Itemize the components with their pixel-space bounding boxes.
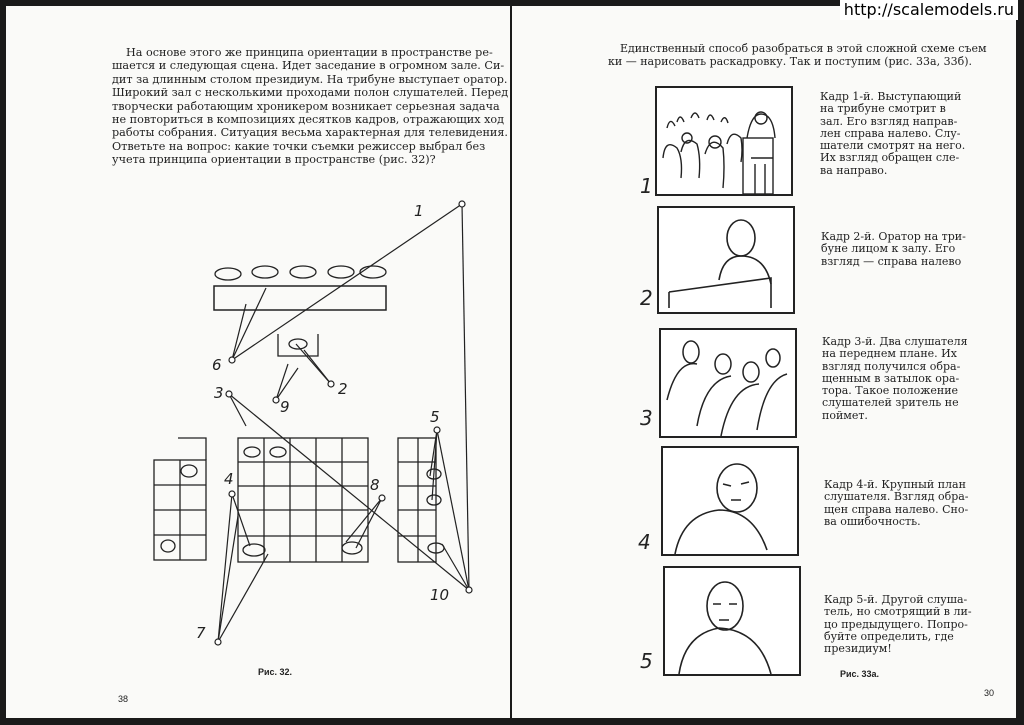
storyboard-frame-3 bbox=[659, 328, 797, 438]
text-line: цо предыдущего. Попро- bbox=[824, 617, 968, 631]
text-line: на переднем плане. Их bbox=[822, 347, 957, 361]
text-line: ва направо. bbox=[820, 163, 888, 177]
audience-block-right bbox=[398, 438, 436, 562]
right-page bbox=[512, 6, 1016, 718]
frame-number: 3 bbox=[640, 406, 653, 430]
text-line: Широкий зал с несколькими проходами полон слушателей. Перед bbox=[112, 86, 509, 100]
frame-number: 1 bbox=[640, 174, 653, 198]
text-line: работы собрания. Ситуация весьма характерная для телевидения. bbox=[112, 126, 508, 140]
listener-icon bbox=[244, 447, 260, 457]
audience-and-speaker-sketch bbox=[657, 88, 791, 194]
camera-point bbox=[379, 495, 385, 501]
frame-description-4 bbox=[824, 479, 986, 528]
frame-number: 4 bbox=[638, 530, 651, 554]
text-line: тель, но смотрящий в ли- bbox=[824, 605, 972, 619]
camera-label-8: 8 bbox=[370, 476, 380, 494]
text-line: ки — нарисовать раскадровку. Так и поступим (рис. 33а, 33б). bbox=[608, 55, 972, 69]
presidium-seat-icon bbox=[252, 266, 278, 278]
listener-icon bbox=[342, 542, 362, 554]
audience-block-center bbox=[238, 438, 368, 562]
storyboard-frame-4 bbox=[661, 446, 799, 556]
frame-description-2 bbox=[821, 231, 983, 268]
text-line: на трибуне смотрит в bbox=[820, 102, 946, 116]
text-line: взгляд — справа налево bbox=[821, 254, 962, 268]
camera-point bbox=[226, 391, 232, 397]
text-line: Кадр 5-й. Другой слуша- bbox=[824, 593, 968, 606]
text-line: Их взгляд обращен сле- bbox=[820, 151, 960, 165]
text-line: лен справа налево. Слу- bbox=[820, 126, 961, 140]
camera-point bbox=[229, 491, 235, 497]
text-line: щен справа налево. Сно- bbox=[824, 502, 969, 516]
text-line: слушателя. Взгляд обра- bbox=[824, 490, 969, 504]
frame-number: 5 bbox=[640, 649, 653, 673]
text-line: На основе этого же принципа ориентации в пространстве ре- bbox=[126, 46, 493, 59]
camera-label-3: 3 bbox=[214, 384, 224, 402]
camera-point bbox=[459, 201, 465, 207]
camera-label-7: 7 bbox=[196, 624, 206, 642]
listener-icon bbox=[427, 495, 441, 505]
second-listener-sketch bbox=[665, 568, 799, 674]
page-number: 30 bbox=[984, 688, 995, 698]
text-line: не повториться в композициях десятков кадров, отражающих ход bbox=[112, 113, 505, 127]
page-number: 38 bbox=[118, 694, 129, 704]
camera-label-5: 5 bbox=[430, 408, 440, 426]
text-line: буйте определить, где bbox=[824, 629, 954, 643]
text-line: творчески работающим хроникером возникает серьезная задача bbox=[112, 99, 500, 113]
camera-point bbox=[229, 357, 235, 363]
text-line: Кадр 4-й. Крупный план bbox=[824, 478, 966, 491]
text-line: тора. Такое положение bbox=[822, 384, 959, 398]
watermark: http://scalemodels.ru bbox=[840, 0, 1018, 20]
right-intro bbox=[608, 42, 998, 69]
listener-icon bbox=[243, 544, 265, 556]
text-line: ва ошибочность. bbox=[824, 514, 921, 528]
listener-closeup-sketch bbox=[663, 448, 797, 554]
text-line: Кадр 3-й. Два слушателя bbox=[822, 335, 968, 348]
camera-point bbox=[215, 639, 221, 645]
camera-point bbox=[273, 397, 279, 403]
camera-label-1: 1 bbox=[414, 202, 424, 220]
left-page bbox=[6, 6, 510, 718]
camera-label-9: 9 bbox=[280, 398, 290, 416]
listener-icon bbox=[181, 465, 197, 477]
text-line: Ответьте на вопрос: какие точки съемки режиссер выбрал без bbox=[112, 139, 486, 153]
frame-description-1 bbox=[820, 91, 982, 177]
camera-label-10: 10 bbox=[430, 586, 450, 604]
storyboard-frame-2 bbox=[657, 206, 795, 314]
speaker-icon bbox=[289, 339, 307, 349]
hall-diagram bbox=[6, 6, 510, 718]
two-listeners-sketch bbox=[661, 330, 795, 436]
frame-description-3 bbox=[822, 336, 984, 422]
tribune bbox=[278, 334, 318, 356]
camera-label-6: 6 bbox=[212, 356, 222, 374]
text-line: учета принципа ориентации в пространстве (рис. 32)? bbox=[112, 153, 436, 167]
text-line: Кадр 2-й. Оратор на три- bbox=[821, 230, 966, 243]
presidium-seat-icon bbox=[328, 266, 354, 278]
camera-point bbox=[466, 587, 472, 593]
camera-point bbox=[434, 427, 440, 433]
text-line: взгляд получился обра- bbox=[822, 359, 961, 373]
storyboard-frame-5 bbox=[663, 566, 801, 676]
storyboard-frame-1 bbox=[655, 86, 793, 196]
text-line: шается и следующая сцена. Идет заседание в огромном зале. Си- bbox=[112, 59, 505, 73]
text-line: шатели смотрят на него. bbox=[820, 139, 966, 153]
presidium-table bbox=[214, 286, 386, 310]
text-line: щенным в затылок ора- bbox=[822, 371, 960, 385]
text-line: президиум! bbox=[824, 642, 892, 656]
text-line: дит за длинным столом президиум. На трибуне выступает оратор. bbox=[112, 72, 508, 86]
listener-icon bbox=[270, 447, 286, 457]
text-line: буне лицом к залу. Его bbox=[821, 242, 956, 256]
camera-label-2: 2 bbox=[338, 380, 348, 398]
presidium-seat-icon bbox=[215, 268, 241, 280]
text-line: поймет. bbox=[822, 408, 868, 422]
frame-number: 2 bbox=[640, 286, 653, 310]
text-line: Единственный способ разобраться в этой сложной схеме съем bbox=[620, 42, 987, 55]
presidium-seat-icon bbox=[290, 266, 316, 278]
figure-caption: Рис. 33а. bbox=[840, 669, 880, 679]
camera-label-4: 4 bbox=[224, 470, 234, 488]
presidium-seat-icon bbox=[360, 266, 386, 278]
camera-point bbox=[328, 381, 334, 387]
text-line: зал. Его взгляд направ- bbox=[820, 114, 958, 128]
speaker-at-tribune-sketch bbox=[659, 208, 793, 312]
text-line: Кадр 1-й. Выступающий bbox=[820, 90, 962, 103]
figure-caption: Рис. 32. bbox=[258, 667, 293, 677]
text-line: слушателей зритель не bbox=[822, 396, 959, 410]
frame-description-5 bbox=[824, 594, 986, 655]
audience-block-left bbox=[154, 438, 206, 560]
listener-icon bbox=[161, 540, 175, 552]
